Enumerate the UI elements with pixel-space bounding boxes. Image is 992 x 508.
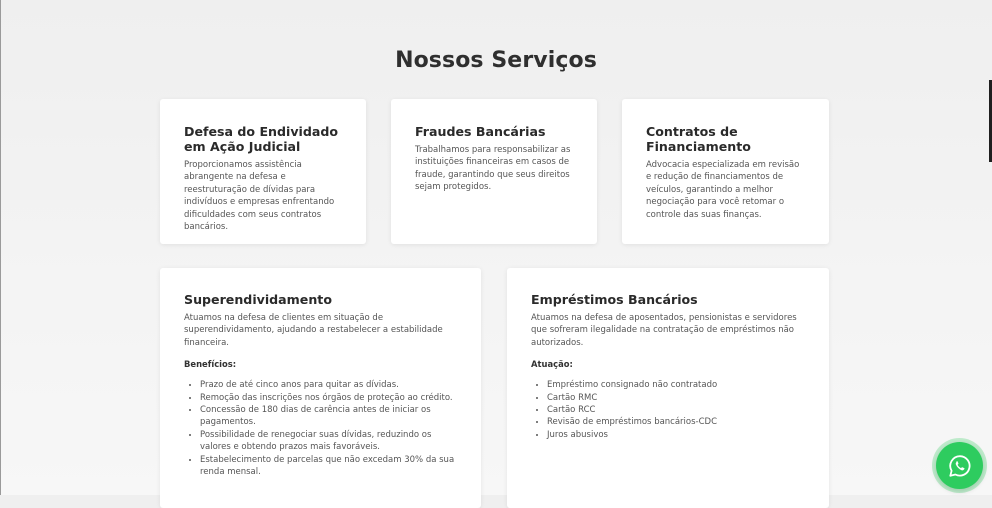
card-description: Atuamos na defesa de aposentados, pensionistas e servidores que sofreram ilegalidade na contratação de empréstimos não autorizados. <box>531 313 797 348</box>
card-title: Defesa do Endividado em Ação Judicial <box>184 124 339 154</box>
list-item: • Revisão de empréstimos bancários-CDC <box>547 416 805 428</box>
list-item: • Possibilidade de renegociar suas dívidas, reduzindo os valores e obtendo prazos mais favoráveis. <box>200 429 457 454</box>
benefits-heading: Benefícios: <box>184 359 237 370</box>
list-item: • Empréstimo consignado não contratado <box>547 379 805 391</box>
card-description: Atuamos na defesa de clientes em situação de superendividamento, ajudando a restabelecer a estabilidade financeira. <box>184 313 443 348</box>
service-card-fraudes-bancarias <box>391 99 597 244</box>
list-item: • Juros abusivos <box>547 429 805 441</box>
card-title: Contratos de Financiamento <box>646 124 751 154</box>
list-item: • Estabelecimento de parcelas que não excedam 30% da sua renda mensal. <box>200 454 457 479</box>
list-item: • Prazo de até cinco anos para quitar as dívidas. <box>200 379 457 391</box>
whatsapp-button[interactable] <box>936 442 983 489</box>
list-item: • Cartão RMC <box>547 392 805 404</box>
card-description: Trabalhamos para responsabilizar as instituições financeiras em casos de fraude, garantindo que seus direitos sejam protegidos. <box>415 145 571 193</box>
section-title: Nossos Serviços <box>395 48 597 73</box>
service-card-emprestimos-bancarios <box>507 268 829 508</box>
list-item: • Concessão de 180 dias de carência antes de iniciar os pagamentos. <box>200 404 457 429</box>
page-left-border <box>0 0 1 495</box>
card-title: Fraudes Bancárias <box>415 124 546 139</box>
service-card-defesa-endividado <box>160 99 366 244</box>
card-description: Proporcionamos assistência abrangente na defesa e reestruturação de dívidas para indivíduos e empresas enfrentando dificuldades com seus contratos bancários. <box>184 160 335 233</box>
whatsapp-icon <box>948 454 972 478</box>
service-card-superendividamento <box>160 268 481 508</box>
benefits-list <box>184 379 457 478</box>
actions-heading: Atuação: <box>531 359 573 370</box>
list-item: • Remoção das inscrições nos órgãos de proteção ao crédito. <box>200 392 457 404</box>
service-card-contratos-financiamento <box>622 99 829 244</box>
actions-list <box>531 379 805 441</box>
card-description: Advocacia especializada em revisão e redução de financiamentos de veículos, garantindo a melhor negociação para você retomar o controle das suas finanças. <box>646 160 800 220</box>
card-title: Superendividamento <box>184 292 332 307</box>
card-title: Empréstimos Bancários <box>531 292 698 307</box>
list-item: • Cartão RCC <box>547 404 805 416</box>
